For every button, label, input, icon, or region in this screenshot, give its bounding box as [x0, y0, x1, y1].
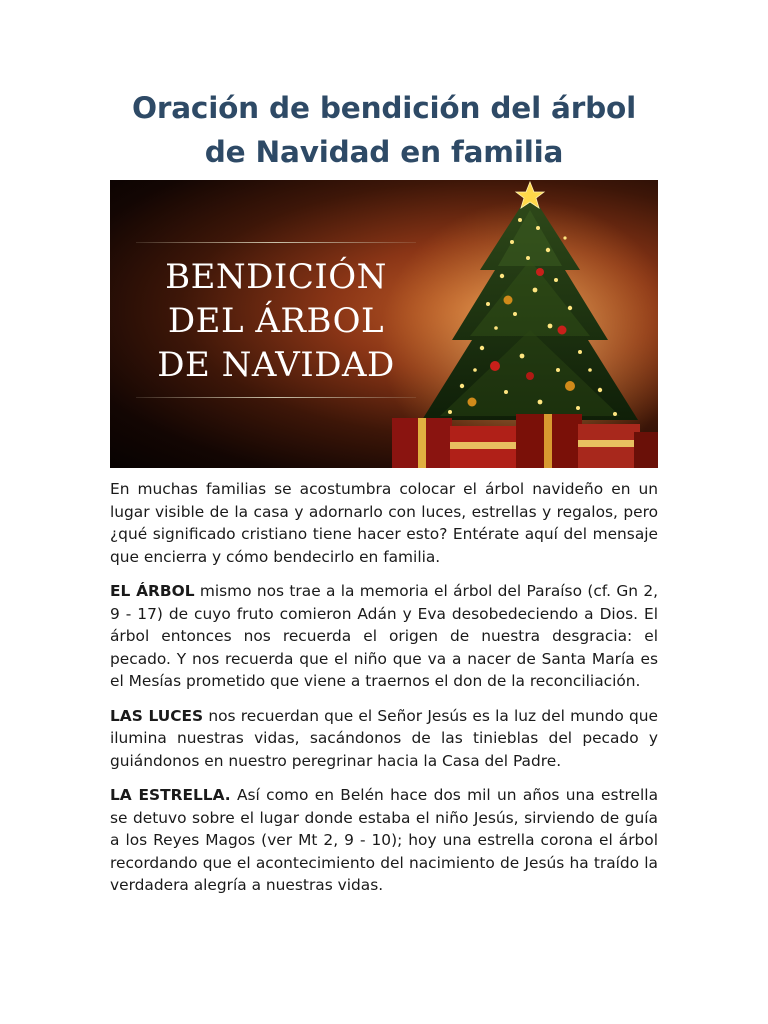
paragraph-lead: LA ESTRELLA.: [110, 786, 231, 804]
banner-line-1: BENDICIÓN: [165, 257, 387, 297]
banner-top-rule: [136, 242, 416, 243]
banner-image: [110, 180, 658, 468]
paragraph-lead: LAS LUCES: [110, 706, 204, 725]
paragraph-text: nos recuerdan que el Señor Jesús es la luz del mundo que ilumina nuestras vidas, sacándonos de las tinieblas del pecado y guiándonos en nuestro peregrinar hacia la Casa del Padre.: [110, 706, 659, 770]
paragraph-luces: [110, 705, 658, 773]
paragraph-estrella: [110, 784, 658, 897]
paragraph-text: Así como en Belén hace dos mil un años una estrella se detuvo sobre el lugar donde estaba el niño Jesús, sirviendo de guía a los Reyes Magos (ver Mt 2, 9 - 10); hoy una estrella corona el árbol recordando que el acontecimiento del nacimiento de Jesús ha traído la verdadera alegría a nuestras vidas.: [110, 786, 658, 894]
banner-line-3: DE NAVIDAD: [157, 345, 395, 385]
paragraph-text: En muchas familias se acostumbra colocar el árbol navideño en un lugar visible de la casa y adornarlo con luces, estrellas y regalos, pero ¿qué significado cristiano tiene hacer esto? Entérate aquí del mensaje que encierra y cómo bendecirlo en familia.: [110, 480, 658, 566]
banner-text-block: [136, 242, 416, 398]
banner-bottom-rule: [136, 397, 416, 398]
banner-line-2: DEL ÁRBOL: [167, 301, 385, 341]
paragraph-lead: EL ÁRBOL: [110, 582, 195, 600]
paragraph-arbol: [110, 580, 658, 693]
paragraph-text: mismo nos trae a la memoria el árbol del Paraíso (cf. Gn 2, 9 - 17) de cuyo fruto comieron Adán y Eva desobedeciendo a Dios. El árbol entonces nos recuerda el origen de nuestra desgracia: el pecado. Y nos recuerda que el niño que va a nacer de Santa María es el Mesías prometido que viene a traernos el don de la reconciliación.: [110, 582, 659, 690]
page-title: Oración de bendición del árbol de Navidad en familia: [131, 91, 636, 169]
document-page: [110, 86, 658, 909]
paragraph-intro: [110, 478, 658, 568]
article-body: [110, 478, 658, 897]
